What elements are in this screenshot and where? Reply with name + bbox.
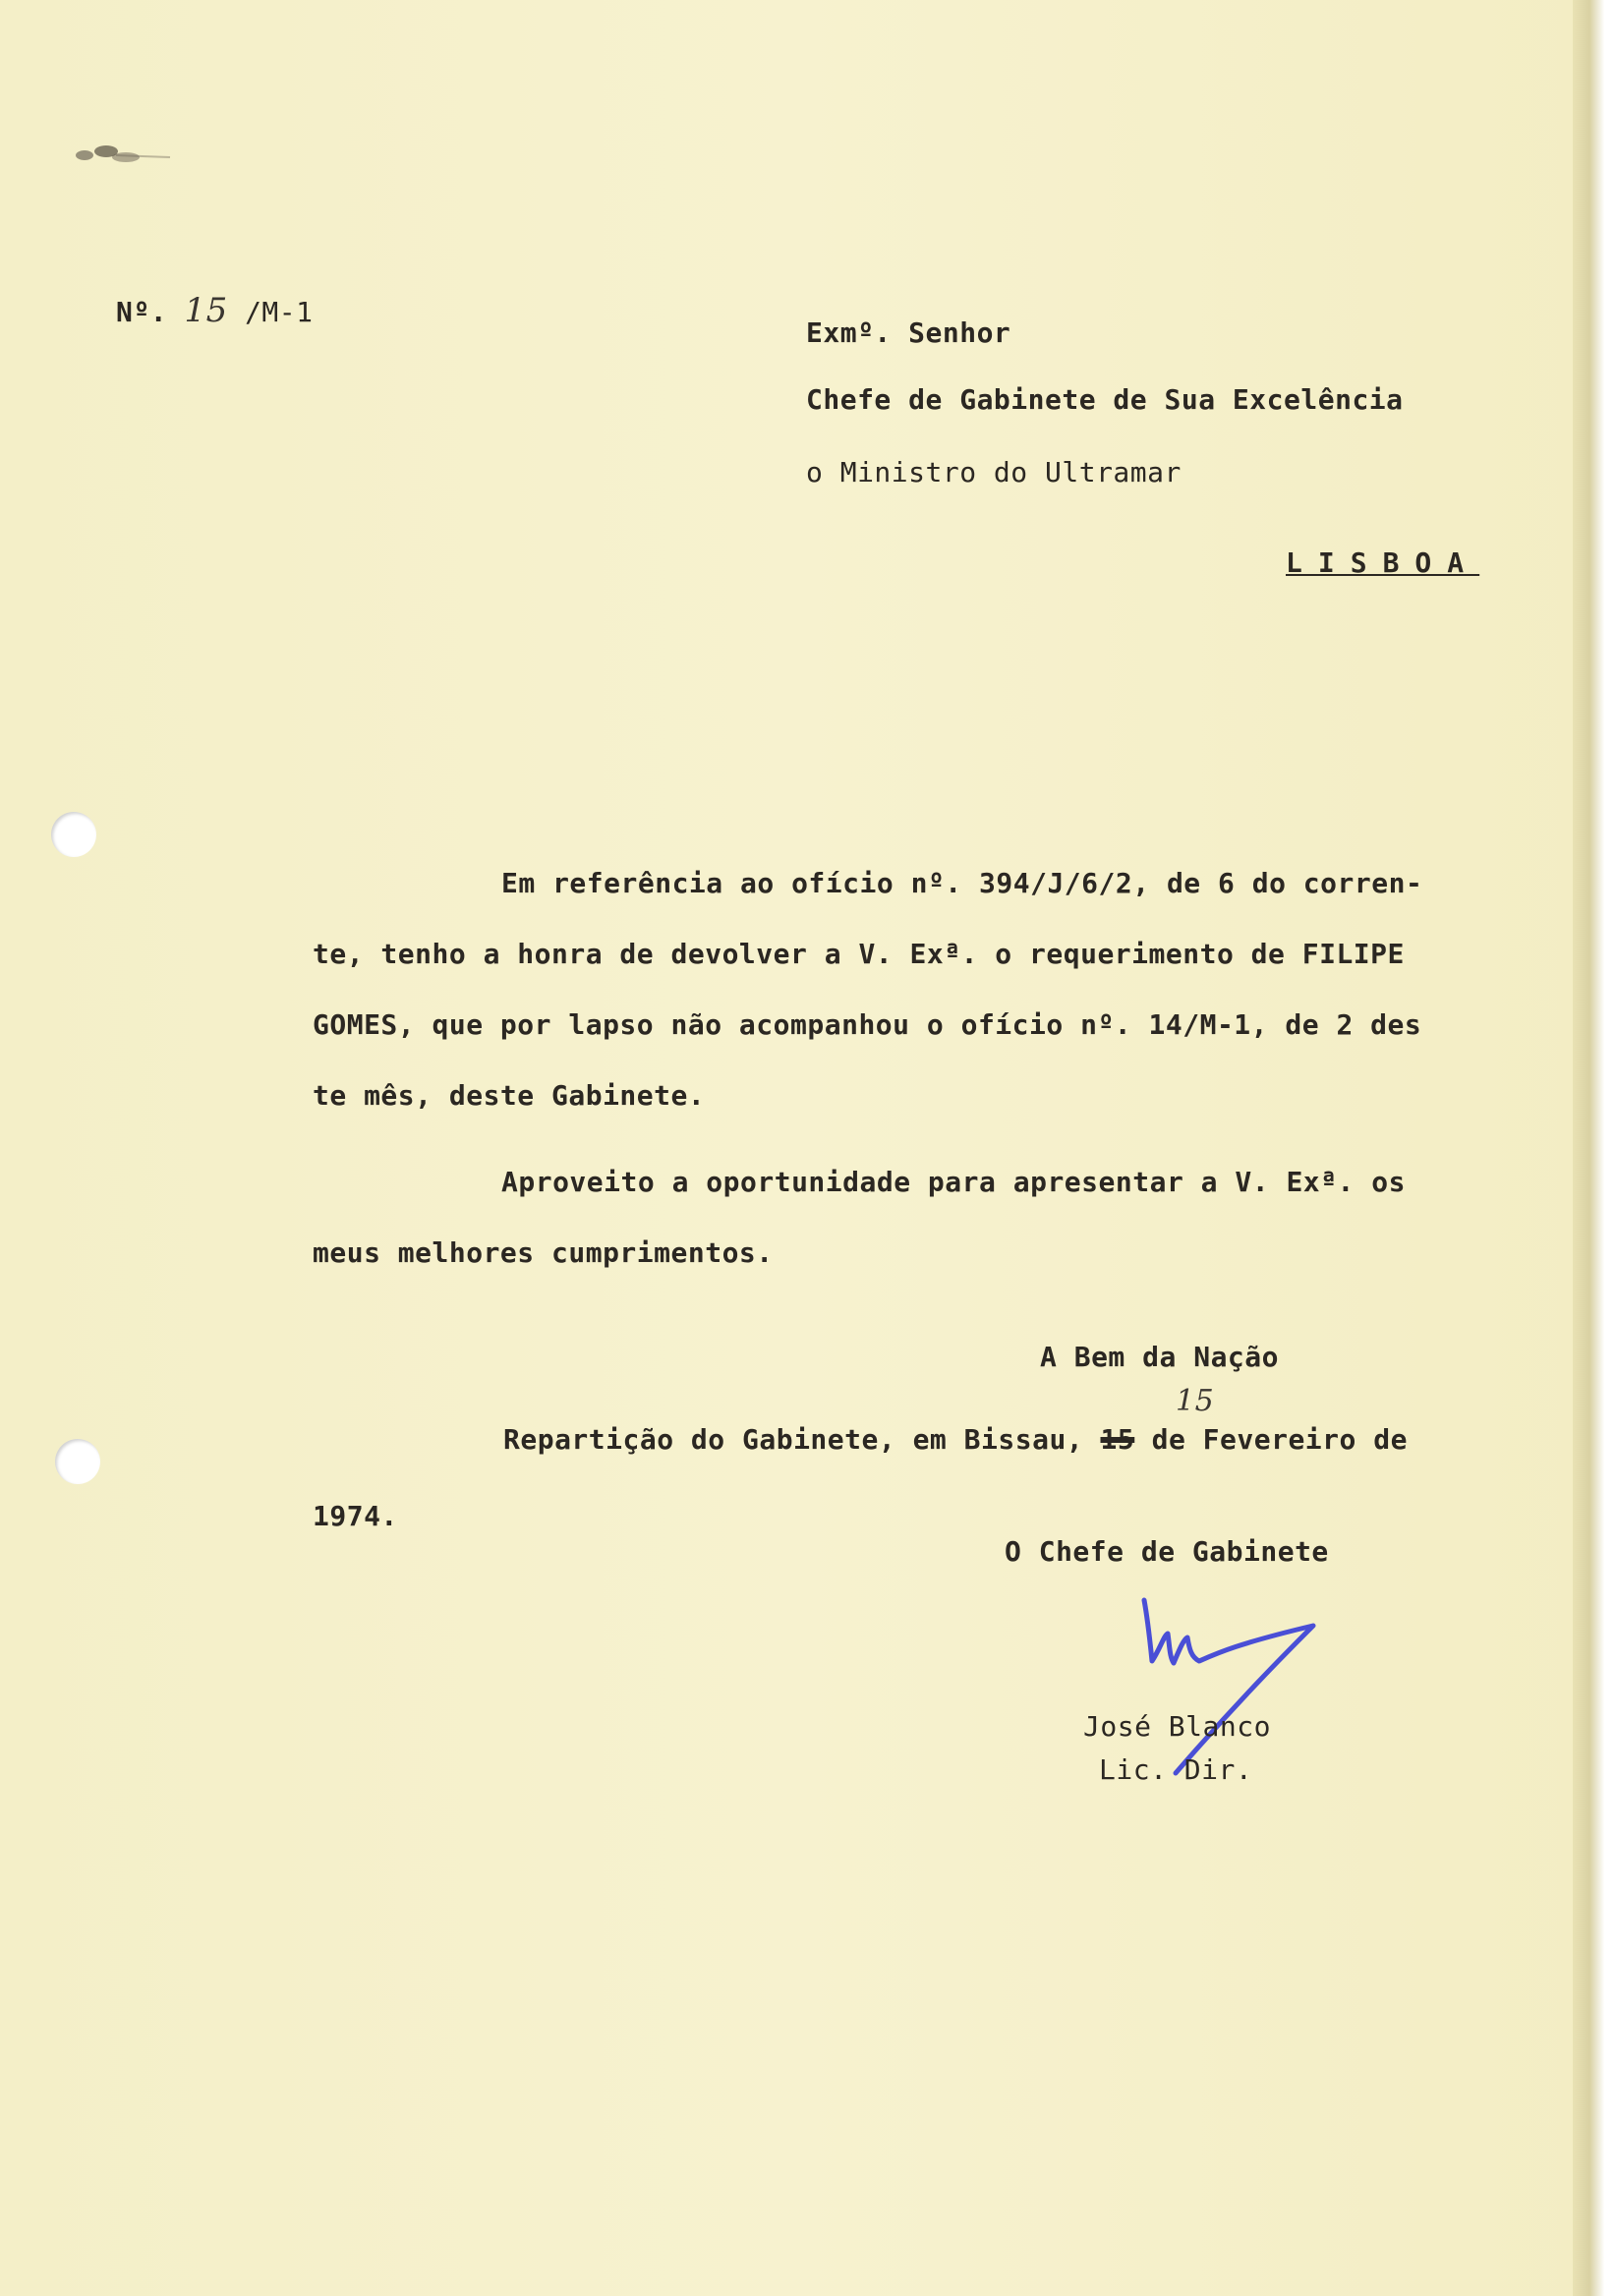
paragraph-1-line-3: GOMES, que por lapso não acompanhou o ofício nº. 14/M-1, de 2 des xyxy=(313,1008,1422,1041)
addressee-line-3: o Ministro do Ultramar xyxy=(806,456,1182,488)
page-edge xyxy=(1573,0,1615,2296)
date-struck-day: 15 xyxy=(1100,1423,1135,1456)
addressee-line-2: Chefe de Gabinete de Sua Excelência xyxy=(806,383,1404,416)
signer-role: O Chefe de Gabinete xyxy=(1005,1535,1329,1568)
addressee-city: LISBOA xyxy=(1286,546,1480,579)
punch-hole-lower xyxy=(55,1439,100,1484)
closing-year: 1974. xyxy=(313,1500,398,1532)
punch-hole-upper xyxy=(51,812,96,857)
paragraph-1-line-4: te mês, deste Gabinete. xyxy=(313,1079,706,1112)
closing-date-line xyxy=(503,1423,1408,1456)
paragraph-1-line-2: te, tenho a honra de devolver a V. Exª. o requerimento de FILIPE xyxy=(313,938,1405,970)
reference-prefix: Nº. xyxy=(116,296,168,328)
closing-salutation: A Bem da Nação xyxy=(1040,1341,1280,1373)
reference-suffix: /M-1 xyxy=(245,296,314,328)
reference-number-handwritten: 15 xyxy=(184,291,228,330)
paragraph-2-line-1: Aproveito a oportunidade para apresentar a V. Exª. os xyxy=(501,1166,1406,1198)
ink-stain xyxy=(47,136,175,175)
paragraph-1-line-1: Em referência ao ofício nº. 394/J/6/2, de 6 do corren- xyxy=(501,867,1423,899)
signer-title: Lic. Dir. xyxy=(1099,1753,1253,1786)
paragraph-2-line-2: meus melhores cumprimentos. xyxy=(313,1236,774,1269)
date-correction-handwritten: 15 xyxy=(1176,1384,1215,1418)
addressee-line-1: Exmº. Senhor xyxy=(806,316,1011,349)
reference-number xyxy=(116,291,314,330)
signer-name: José Blanco xyxy=(1083,1710,1271,1743)
date-prefix: Repartição do Gabinete, em Bissau, xyxy=(503,1423,1084,1456)
date-suffix: de Fevereiro de xyxy=(1151,1423,1408,1456)
